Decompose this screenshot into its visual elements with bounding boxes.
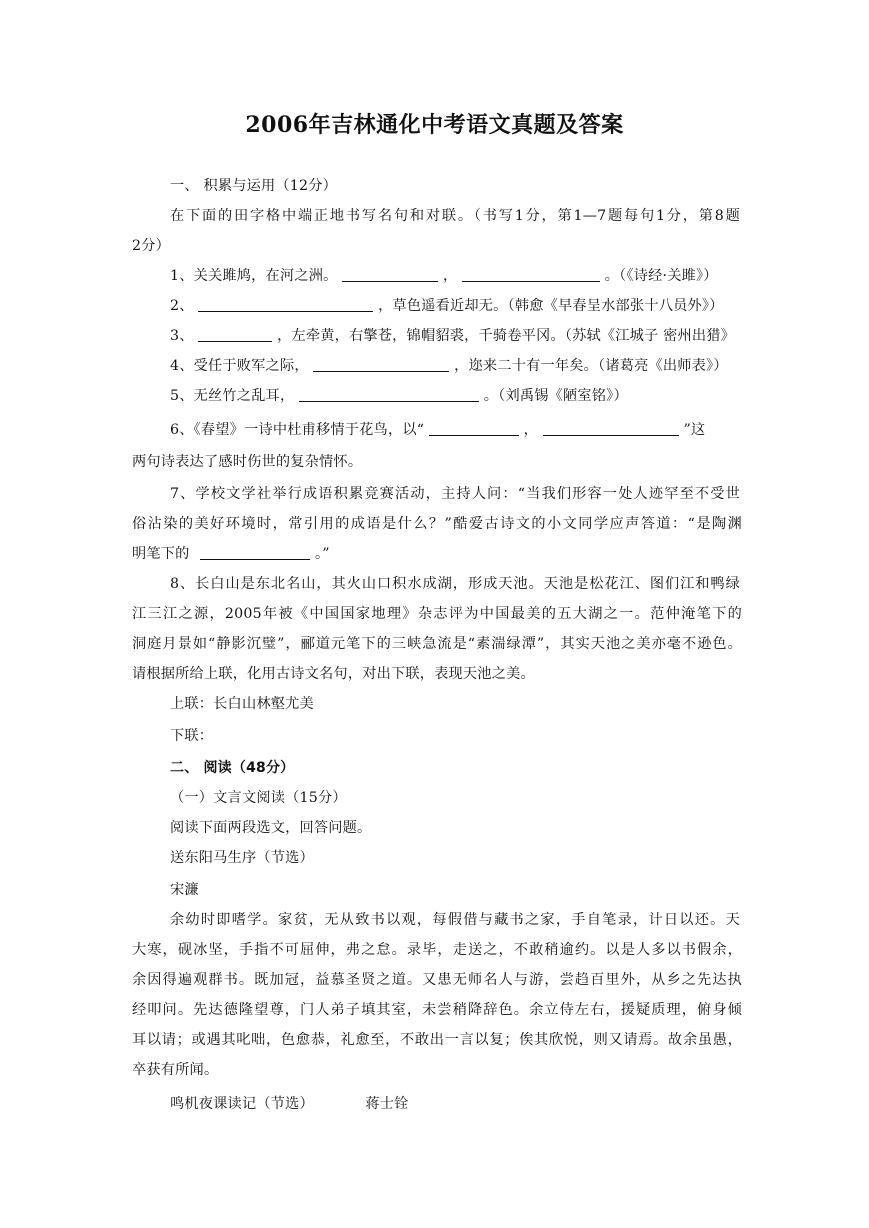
question-5	[170, 386, 740, 406]
question-8-cont: 江三江之源，2005年被《中国国家地理》杂志评为中国最美的五大湖之一。范仲淹笔下的	[132, 606, 742, 622]
section-1-instruction: 在下面的田字格中端正地书写名句和对联。（书写1分，第1—7题每句1分，第8题	[170, 208, 740, 224]
section-2-heading: 二、 阅读（48分）	[170, 760, 295, 776]
answer-blank[interactable]	[543, 421, 679, 436]
passage-1-line: 耳以请；或遇其叱咄，色愈恭，礼愈至，不敢出一言以复；俟其欣悦，则又请焉。故余虽愚，	[132, 1032, 742, 1048]
question-4-text: 4、受任于败军之际，	[170, 358, 309, 374]
question-6-end: ”这	[683, 422, 706, 438]
answer-blank[interactable]	[299, 387, 479, 402]
question-4	[170, 356, 740, 376]
passage-1-line: 余幼时即嗜学。家贫，无从致书以观，每假借与藏书之家，手自笔录，计日以还。天	[170, 912, 740, 928]
passage-1-line: 卒获有所闻。	[132, 1062, 219, 1078]
question-2-text: ，草色遥看近却无。（韩愈《早春呈水部张十八员外》）	[378, 298, 724, 314]
question-6-sep: ，	[523, 422, 538, 438]
question-5-source: 。（刘禹锡《陋室铭》）	[483, 388, 628, 404]
section-1-instruction-cont: 2分）	[132, 238, 171, 254]
passage-1-author: 宋濂	[170, 882, 199, 898]
answer-blank[interactable]	[198, 327, 272, 342]
question-6-cont: 两句诗表达了感时伤世的复杂情怀。	[132, 454, 363, 470]
question-3	[170, 326, 740, 346]
question-2	[170, 296, 740, 316]
passage-2-author: 蒋士铨	[365, 1096, 409, 1112]
answer-blank[interactable]	[200, 545, 310, 560]
passage-2-heading	[170, 1094, 740, 1114]
answer-blank[interactable]	[429, 421, 519, 436]
question-7-cont: 俗沾染的美好环境时，常引用的成语是什么？”酷爱古诗文的小文同学应声答道：“是陶渊	[132, 516, 742, 532]
question-1-sep: ，	[442, 268, 458, 284]
question-6	[170, 420, 740, 440]
question-3-text: ，左牵黄，右擎苍，锦帽貂裘，千骑卷平冈。（苏轼《江城子 密州出猎》	[277, 328, 736, 344]
section-2-subheading: （一）文言文阅读（15分）	[170, 790, 347, 806]
document-title: 2006年吉林通化中考语文真题及答案	[245, 112, 624, 138]
question-7: 7、学校文学社举行成语积累竞赛活动，主持人问：“当我们形容一处人迹罕至不受世	[170, 486, 740, 502]
question-7-cont	[132, 544, 742, 564]
question-1-source: 。（《诗经·关雎》）	[604, 268, 718, 284]
question-8-cont: 请根据所给上联，化用古诗文名句，对出下联，表现天池之美。	[132, 666, 535, 682]
question-8-cont: 洞庭月景如“静影沉璧”，郦道元笔下的三峡急流是“素湍绿潭”，其实天池之美亦毫不逊色。	[132, 636, 742, 652]
question-1	[170, 266, 740, 286]
answer-blank[interactable]	[198, 297, 373, 312]
couplet-upper: 上联：长白山林壑尤美	[170, 696, 314, 712]
question-2-number: 2、	[170, 298, 194, 314]
answer-blank[interactable]	[313, 357, 449, 372]
question-5-text: 5、无丝竹之乱耳，	[170, 388, 295, 404]
question-1-text: 1、关关雎鸠，在河之洲。	[170, 268, 338, 284]
section-1-heading: 一、 积累与运用（12分）	[170, 178, 338, 194]
question-7-text: 明笔下的	[132, 546, 190, 562]
section-2-instruction: 阅读下面两段选文，回答问题。	[170, 820, 372, 836]
passage-1-title: 送东阳马生序（节选）	[170, 850, 314, 866]
answer-blank[interactable]	[462, 267, 600, 282]
question-6-text: 6、《春望》一诗中杜甫移情于花鸟，以“	[170, 422, 425, 438]
question-8: 8、长白山是东北名山，其火山口积水成湖，形成天池。天池是松花江、图们江和鸭绿	[170, 576, 740, 592]
passage-1-line: 经叩问。先达德隆望尊，门人弟子填其室，未尝稍降辞色。余立侍左右，援疑质理，俯身倾	[132, 1002, 742, 1018]
passage-1-line: 余因得遍观群书。既加冠，益慕圣贤之道。又患无师名人与游，尝趋百里外，从乡之先达执	[132, 972, 742, 988]
question-4-source: ，迩来二十有一年矣。（诸葛亮《出师表》）	[454, 358, 728, 374]
question-3-number: 3、	[170, 328, 194, 344]
question-7-end: 。”	[315, 546, 330, 562]
couplet-lower: 下联：	[170, 728, 214, 744]
passage-1-line: 大寒，砚冰坚，手指不可屈伸，弗之怠。录毕，走送之，不敢稍逾约。以是人多以书假余，	[132, 942, 742, 958]
passage-2-title: 鸣机夜课读记（节选）	[170, 1096, 314, 1112]
answer-blank[interactable]	[342, 267, 438, 282]
